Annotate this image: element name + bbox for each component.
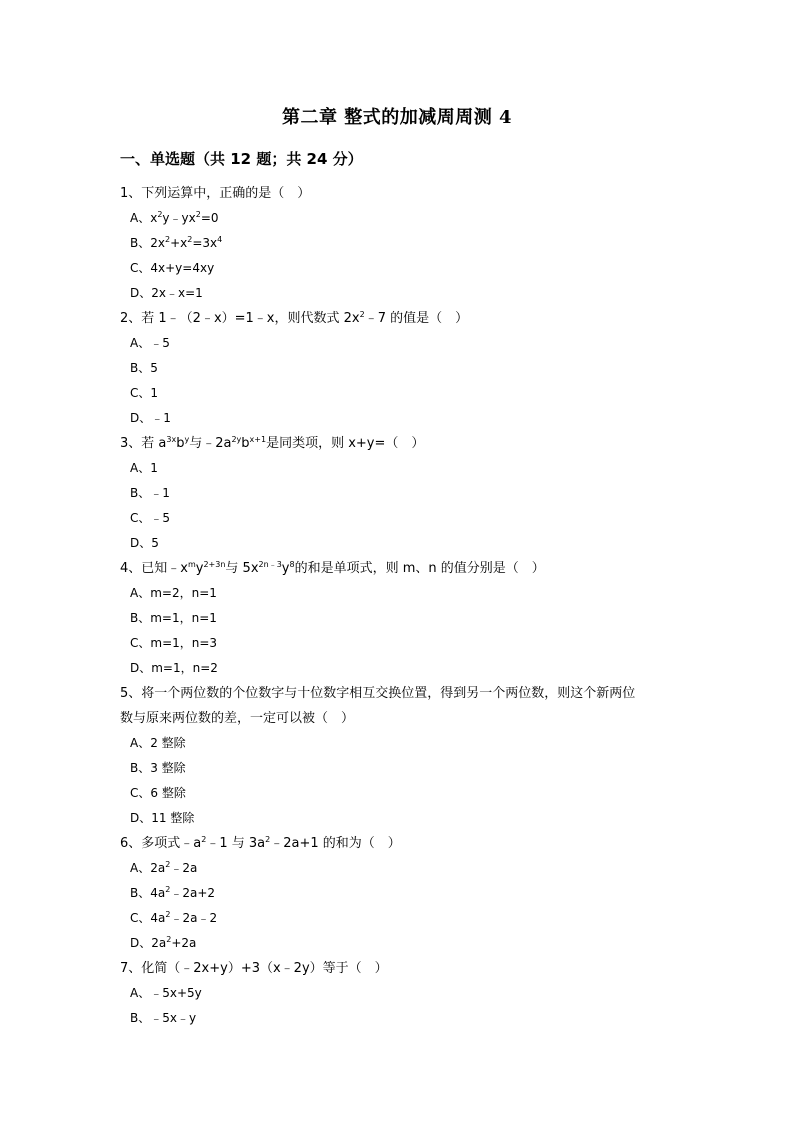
question-1: 1、下列运算中，正确的是（ ） xyxy=(120,186,311,201)
question-3-option-a: A、1 xyxy=(130,461,158,475)
question-4-option-a: A、m=2，n=1 xyxy=(130,586,217,600)
question-6: 6、多项式$﹣a^2﹣1$ 与 $3a^2﹣2a+1$ 的和为（ ） xyxy=(120,835,401,851)
question-1-option-b: B、$2x^2+x^2=3x^4$ xyxy=(130,235,223,250)
question-7-option-a: A、﹣5x+5y xyxy=(130,986,202,1000)
question-5-option-a: A、2 整除 xyxy=(130,736,186,750)
question-3: 3、若 $a^{3x}b^y$与$﹣2a^{2y}b^{x+1}$是同类项，则 x+y=（ ） xyxy=(120,435,425,451)
section-heading: 一、单选题（共 12 题；共 24 分） xyxy=(120,150,363,168)
question-5-option-c: C、6 整除 xyxy=(130,786,186,800)
question-2-option-a: A、﹣5 xyxy=(130,336,170,350)
question-4-option-c: C、m=1，n=3 xyxy=(130,636,218,650)
question-3-option-c: C、﹣5 xyxy=(130,511,171,525)
question-4-option-d: D、m=1，n=2 xyxy=(130,661,218,675)
question-3-option-d: D、5 xyxy=(130,536,159,550)
question-4-option-b: B、m=1，n=1 xyxy=(130,611,217,625)
question-7-option-b: B、﹣5x﹣y xyxy=(130,1011,197,1025)
question-1-option-c: C、4x+y=4xy xyxy=(130,261,215,275)
question-2-option-d: D、﹣1 xyxy=(130,411,171,425)
question-5-option-b: B、3 整除 xyxy=(130,761,186,775)
question-1-option-a: A、$x^2y﹣yx^2=0$ xyxy=(130,210,219,225)
question-6-option-c: C、$4a^2﹣2a﹣2$ xyxy=(130,910,218,925)
question-5-option-d: D、11 整除 xyxy=(130,811,195,825)
question-6-option-b: B、$4a^2﹣2a+2$ xyxy=(130,885,216,900)
page-title: 第二章 整式的加减周周测 4 xyxy=(281,107,513,128)
question-3-option-b: B、﹣1 xyxy=(130,486,170,500)
question-list xyxy=(120,181,680,1031)
question-7: 7、化简（﹣2x+y）+3（x﹣2y）等于（ ） xyxy=(120,961,388,976)
question-1-option-d: D、2x﹣x=1 xyxy=(130,286,203,300)
question-4: 4、已知$﹣x^my^{2+3n}$与 $5x^{2n﹣3}y^8$的和是单项式，则 m、n 的值分别是（ ） xyxy=(120,560,545,576)
question-2: 2、若 1﹣（2﹣x）=1﹣x，则代数式 $2x^2﹣7$ 的值是（ ） xyxy=(120,310,469,326)
question-6-option-d: D、$2a^2+2a$ xyxy=(130,935,197,950)
question-2-option-c: C、1 xyxy=(130,386,159,400)
question-2-option-b: B、5 xyxy=(130,361,158,375)
question-6-option-a: A、$2a^2﹣2a$ xyxy=(130,860,198,875)
question-5: 5、将一个两位数的个位数字与十位数字相互交换位置，得到另一个两位数，则这个新两位 数与原来两位数的差，一定可以被（ ） xyxy=(120,686,636,726)
